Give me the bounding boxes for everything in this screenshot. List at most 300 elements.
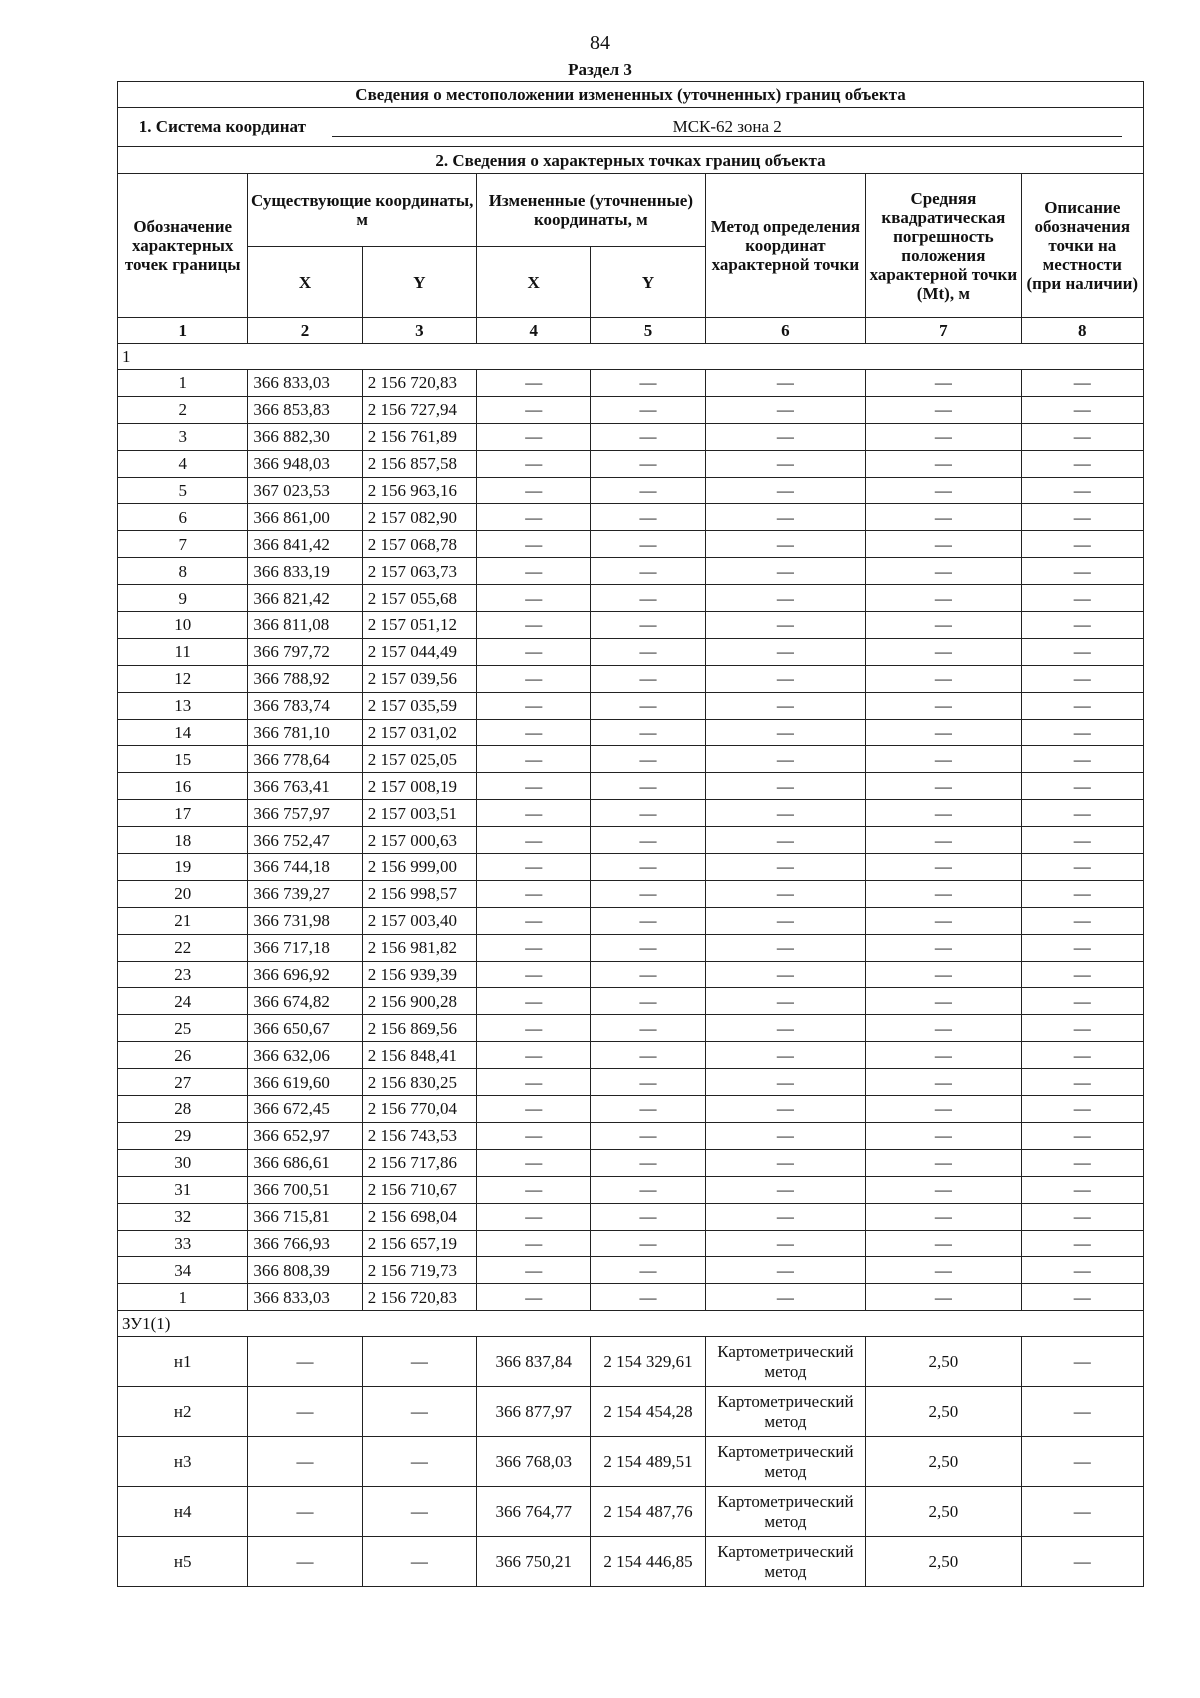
description-cell: — [1021, 1096, 1143, 1123]
accuracy-cell: — [866, 988, 1021, 1015]
updated-x-cell: — [477, 1203, 591, 1230]
existing-x-cell: — [248, 1387, 362, 1437]
existing-y-cell: 2 157 008,19 [362, 773, 476, 800]
updated-x-cell: — [477, 558, 591, 585]
table-row [118, 1042, 1144, 1069]
group-row [118, 344, 1144, 370]
table-row [118, 1203, 1144, 1230]
header-existing-y: Y [362, 247, 476, 318]
existing-y-cell: 2 157 051,12 [362, 612, 476, 639]
existing-x-cell: 366 821,42 [248, 585, 362, 612]
accuracy-cell: — [866, 638, 1021, 665]
accuracy-cell: — [866, 1203, 1021, 1230]
point-id-cell: 6 [118, 504, 248, 531]
updated-y-cell: — [591, 612, 705, 639]
method-cell: — [705, 504, 865, 531]
existing-x-cell: 366 650,67 [248, 1015, 362, 1042]
updated-x-cell: — [477, 638, 591, 665]
point-id-cell: 19 [118, 854, 248, 881]
table-row [118, 880, 1144, 907]
column-number: 2 [248, 318, 362, 344]
boundary-table [117, 81, 1144, 1587]
updated-x-cell: — [477, 1176, 591, 1203]
description-cell: — [1021, 1387, 1143, 1437]
updated-y-cell: — [591, 800, 705, 827]
updated-x-cell: — [477, 1149, 591, 1176]
updated-y-cell: — [591, 477, 705, 504]
updated-x-cell: — [477, 450, 591, 477]
existing-y-cell: 2 157 055,68 [362, 585, 476, 612]
description-cell: — [1021, 1437, 1143, 1487]
method-cell: — [705, 773, 865, 800]
existing-x-cell: 366 833,03 [248, 1284, 362, 1311]
accuracy-cell: — [866, 396, 1021, 423]
table-row [118, 692, 1144, 719]
group-label: 1 [118, 344, 1144, 370]
header-existing-x: X [248, 247, 362, 318]
updated-x-cell: — [477, 1015, 591, 1042]
existing-x-cell: 366 752,47 [248, 827, 362, 854]
group-row [118, 1311, 1144, 1337]
point-id-cell: н2 [118, 1387, 248, 1437]
existing-y-cell: — [362, 1437, 476, 1487]
existing-x-cell: 366 841,42 [248, 531, 362, 558]
existing-y-cell: 2 156 698,04 [362, 1203, 476, 1230]
accuracy-cell: 2,50 [866, 1487, 1021, 1537]
existing-y-cell: 2 156 720,83 [362, 1284, 476, 1311]
method-cell: — [705, 692, 865, 719]
existing-x-cell: 366 652,97 [248, 1122, 362, 1149]
updated-x-cell: 366 764,77 [477, 1487, 591, 1537]
accuracy-cell: — [866, 504, 1021, 531]
existing-x-cell: 366 853,83 [248, 396, 362, 423]
existing-y-cell: 2 156 939,39 [362, 961, 476, 988]
updated-y-cell: 2 154 329,61 [591, 1337, 705, 1387]
header-point-designation: Обозначение характерных точек границы [118, 174, 248, 318]
updated-y-cell: — [591, 1122, 705, 1149]
table-row [118, 961, 1144, 988]
table-row [118, 1284, 1144, 1311]
existing-x-cell: 366 763,41 [248, 773, 362, 800]
method-cell: Картометрический метод [705, 1387, 865, 1437]
updated-x-cell: 366 837,84 [477, 1337, 591, 1387]
point-id-cell: 13 [118, 692, 248, 719]
updated-x-cell: — [477, 612, 591, 639]
point-id-cell: 32 [118, 1203, 248, 1230]
accuracy-cell: — [866, 827, 1021, 854]
updated-x-cell: — [477, 988, 591, 1015]
updated-y-cell: — [591, 423, 705, 450]
existing-y-cell: 2 156 963,16 [362, 477, 476, 504]
existing-y-cell: 2 156 981,82 [362, 934, 476, 961]
description-cell: — [1021, 612, 1143, 639]
table-row [118, 1537, 1144, 1587]
table-row [118, 423, 1144, 450]
updated-x-cell: — [477, 665, 591, 692]
method-cell: — [705, 423, 865, 450]
table-row [118, 907, 1144, 934]
column-number: 6 [705, 318, 865, 344]
updated-x-cell: — [477, 854, 591, 881]
existing-x-cell: 366 632,06 [248, 1042, 362, 1069]
updated-y-cell: — [591, 1069, 705, 1096]
description-cell: — [1021, 1337, 1143, 1387]
table-row [118, 1437, 1144, 1487]
existing-x-cell: 366 861,00 [248, 504, 362, 531]
updated-y-cell: 2 154 446,85 [591, 1537, 705, 1587]
accuracy-cell: — [866, 531, 1021, 558]
column-number: 5 [591, 318, 705, 344]
method-cell: — [705, 934, 865, 961]
updated-x-cell: — [477, 934, 591, 961]
description-cell: — [1021, 1069, 1143, 1096]
existing-y-cell: 2 156 770,04 [362, 1096, 476, 1123]
header-updated-coords: Измененные (уточненные) координаты, м [477, 174, 706, 247]
accuracy-cell: — [866, 1069, 1021, 1096]
updated-y-cell: — [591, 719, 705, 746]
method-cell: — [705, 531, 865, 558]
description-cell: — [1021, 450, 1143, 477]
updated-x-cell: 366 750,21 [477, 1537, 591, 1587]
method-cell: — [705, 1257, 865, 1284]
description-cell: — [1021, 1042, 1143, 1069]
existing-y-cell: 2 157 003,51 [362, 800, 476, 827]
existing-y-cell: 2 156 830,25 [362, 1069, 476, 1096]
existing-x-cell: 366 739,27 [248, 880, 362, 907]
column-number: 3 [362, 318, 476, 344]
point-id-cell: 4 [118, 450, 248, 477]
table-row [118, 531, 1144, 558]
table-row [118, 827, 1144, 854]
table-row [118, 450, 1144, 477]
description-cell: — [1021, 800, 1143, 827]
existing-y-cell: — [362, 1387, 476, 1437]
existing-y-cell: 2 156 727,94 [362, 396, 476, 423]
existing-x-cell: — [248, 1487, 362, 1537]
updated-y-cell: — [591, 638, 705, 665]
accuracy-cell: — [866, 558, 1021, 585]
description-cell: — [1021, 396, 1143, 423]
existing-x-cell: 366 781,10 [248, 719, 362, 746]
column-number: 8 [1021, 318, 1143, 344]
updated-x-cell: — [477, 961, 591, 988]
updated-y-cell: — [591, 934, 705, 961]
existing-x-cell: 366 619,60 [248, 1069, 362, 1096]
updated-x-cell: — [477, 1257, 591, 1284]
accuracy-cell: — [866, 1149, 1021, 1176]
point-id-cell: 28 [118, 1096, 248, 1123]
table-row [118, 1015, 1144, 1042]
updated-x-cell: — [477, 719, 591, 746]
existing-y-cell: — [362, 1537, 476, 1587]
updated-x-cell: 366 877,97 [477, 1387, 591, 1437]
updated-x-cell: — [477, 370, 591, 397]
existing-x-cell: 366 696,92 [248, 961, 362, 988]
existing-y-cell: 2 157 039,56 [362, 665, 476, 692]
point-id-cell: 34 [118, 1257, 248, 1284]
description-cell: — [1021, 880, 1143, 907]
points-subtitle: 2. Сведения о характерных точках границ объекта [118, 147, 1144, 174]
table-row [118, 934, 1144, 961]
existing-y-cell: 2 156 657,19 [362, 1230, 476, 1257]
existing-y-cell: 2 156 720,83 [362, 370, 476, 397]
method-cell: Картометрический метод [705, 1437, 865, 1487]
method-cell: — [705, 612, 865, 639]
existing-y-cell: — [362, 1337, 476, 1387]
existing-x-cell: 366 778,64 [248, 746, 362, 773]
method-cell: — [705, 396, 865, 423]
table-row [118, 1096, 1144, 1123]
accuracy-cell: — [866, 1015, 1021, 1042]
existing-x-cell: 366 744,18 [248, 854, 362, 881]
column-number: 1 [118, 318, 248, 344]
point-id-cell: 5 [118, 477, 248, 504]
point-id-cell: 22 [118, 934, 248, 961]
table-row [118, 477, 1144, 504]
point-id-cell: н4 [118, 1487, 248, 1537]
method-cell: — [705, 907, 865, 934]
table-row [118, 773, 1144, 800]
updated-x-cell: — [477, 907, 591, 934]
existing-y-cell: 2 156 717,86 [362, 1149, 476, 1176]
updated-y-cell: — [591, 370, 705, 397]
updated-y-cell: 2 154 454,28 [591, 1387, 705, 1437]
method-cell: — [705, 477, 865, 504]
existing-y-cell: 2 157 025,05 [362, 746, 476, 773]
description-cell: — [1021, 854, 1143, 881]
table-row [118, 854, 1144, 881]
existing-y-cell: 2 156 743,53 [362, 1122, 476, 1149]
point-id-cell: 3 [118, 423, 248, 450]
updated-y-cell: — [591, 585, 705, 612]
updated-x-cell: — [477, 477, 591, 504]
accuracy-cell: — [866, 370, 1021, 397]
method-cell: — [705, 988, 865, 1015]
updated-x-cell: — [477, 1284, 591, 1311]
description-cell: — [1021, 1284, 1143, 1311]
header-updated-x: X [477, 247, 591, 318]
method-cell: — [705, 450, 865, 477]
description-cell: — [1021, 477, 1143, 504]
table-row [118, 1230, 1144, 1257]
method-cell: Картометрический метод [705, 1537, 865, 1587]
updated-x-cell: — [477, 585, 591, 612]
header-updated-y: Y [591, 247, 705, 318]
accuracy-cell: — [866, 1284, 1021, 1311]
table-row [118, 585, 1144, 612]
method-cell: — [705, 961, 865, 988]
existing-y-cell: 2 157 031,02 [362, 719, 476, 746]
description-cell: — [1021, 1487, 1143, 1537]
updated-y-cell: — [591, 558, 705, 585]
table-row [118, 1069, 1144, 1096]
updated-y-cell: — [591, 504, 705, 531]
updated-y-cell: — [591, 1203, 705, 1230]
accuracy-cell: — [866, 450, 1021, 477]
table-row [118, 746, 1144, 773]
accuracy-cell: — [866, 746, 1021, 773]
updated-x-cell: — [477, 692, 591, 719]
accuracy-cell: — [866, 1096, 1021, 1123]
table-row [118, 1387, 1144, 1437]
existing-x-cell: 366 948,03 [248, 450, 362, 477]
method-cell: — [705, 558, 865, 585]
description-cell: — [1021, 988, 1143, 1015]
method-cell: — [705, 719, 865, 746]
method-cell: — [705, 1015, 865, 1042]
table-row [118, 800, 1144, 827]
method-cell: — [705, 1096, 865, 1123]
updated-y-cell: — [591, 692, 705, 719]
table-row [118, 1149, 1144, 1176]
updated-y-cell: — [591, 1176, 705, 1203]
updated-x-cell: — [477, 504, 591, 531]
description-cell: — [1021, 773, 1143, 800]
method-cell: Картометрический метод [705, 1337, 865, 1387]
coord-system-label: 1. Система координат [138, 117, 306, 136]
table-row [118, 638, 1144, 665]
table-row [118, 1487, 1144, 1537]
table-row [118, 558, 1144, 585]
existing-y-cell: 2 156 710,67 [362, 1176, 476, 1203]
table-row [118, 1337, 1144, 1387]
updated-y-cell: — [591, 854, 705, 881]
header-accuracy: Средняя квадратическая погрешность положения характерной точки (Mt), м [866, 174, 1021, 318]
existing-y-cell: 2 156 999,00 [362, 854, 476, 881]
point-id-cell: н5 [118, 1537, 248, 1587]
description-cell: — [1021, 531, 1143, 558]
method-cell: — [705, 1284, 865, 1311]
existing-y-cell: 2 157 044,49 [362, 638, 476, 665]
table-row [118, 1122, 1144, 1149]
accuracy-cell: — [866, 692, 1021, 719]
point-id-cell: 30 [118, 1149, 248, 1176]
existing-x-cell: — [248, 1437, 362, 1487]
description-cell: — [1021, 1015, 1143, 1042]
accuracy-cell: — [866, 477, 1021, 504]
method-cell: Картометрический метод [705, 1487, 865, 1537]
method-cell: — [705, 854, 865, 881]
group-label: ЗУ1(1) [118, 1311, 1144, 1337]
method-cell: — [705, 585, 865, 612]
updated-x-cell: — [477, 1096, 591, 1123]
accuracy-cell: — [866, 1230, 1021, 1257]
table-row [118, 370, 1144, 397]
table-row [118, 1176, 1144, 1203]
description-cell: — [1021, 1537, 1143, 1587]
updated-x-cell: — [477, 746, 591, 773]
existing-y-cell: 2 156 869,56 [362, 1015, 476, 1042]
updated-x-cell: 366 768,03 [477, 1437, 591, 1487]
point-id-cell: 8 [118, 558, 248, 585]
description-cell: — [1021, 1257, 1143, 1284]
point-id-cell: 33 [118, 1230, 248, 1257]
accuracy-cell: 2,50 [866, 1537, 1021, 1587]
existing-x-cell: 366 788,92 [248, 665, 362, 692]
updated-x-cell: — [477, 773, 591, 800]
existing-y-cell: 2 157 000,63 [362, 827, 476, 854]
updated-x-cell: — [477, 1069, 591, 1096]
existing-x-cell: 366 731,98 [248, 907, 362, 934]
table-row [118, 396, 1144, 423]
section-heading: Раздел 3 [568, 60, 632, 79]
existing-x-cell: 366 700,51 [248, 1176, 362, 1203]
point-id-cell: 14 [118, 719, 248, 746]
accuracy-cell: — [866, 719, 1021, 746]
updated-y-cell: — [591, 827, 705, 854]
point-id-cell: 16 [118, 773, 248, 800]
method-cell: — [705, 1176, 865, 1203]
existing-y-cell: 2 157 003,40 [362, 907, 476, 934]
page-number: 84 [590, 32, 610, 54]
accuracy-cell: 2,50 [866, 1387, 1021, 1437]
method-cell: — [705, 370, 865, 397]
updated-y-cell: — [591, 450, 705, 477]
updated-y-cell: — [591, 1149, 705, 1176]
description-cell: — [1021, 585, 1143, 612]
accuracy-cell: — [866, 907, 1021, 934]
accuracy-cell: — [866, 773, 1021, 800]
coord-system-value: МСК-62 зона 2 [332, 117, 1122, 137]
existing-x-cell: 366 833,03 [248, 370, 362, 397]
updated-y-cell: — [591, 961, 705, 988]
method-cell: — [705, 638, 865, 665]
updated-x-cell: — [477, 1042, 591, 1069]
description-cell: — [1021, 558, 1143, 585]
existing-y-cell: — [362, 1487, 476, 1537]
description-cell: — [1021, 1176, 1143, 1203]
point-id-cell: 21 [118, 907, 248, 934]
existing-x-cell: 366 833,19 [248, 558, 362, 585]
description-cell: — [1021, 907, 1143, 934]
column-number: 7 [866, 318, 1021, 344]
updated-y-cell: — [591, 531, 705, 558]
updated-y-cell: — [591, 880, 705, 907]
updated-x-cell: — [477, 1230, 591, 1257]
accuracy-cell: — [866, 934, 1021, 961]
header-description: Описание обозначения точки на местности (при наличии) [1021, 174, 1143, 318]
point-id-cell: 23 [118, 961, 248, 988]
existing-y-cell: 2 156 848,41 [362, 1042, 476, 1069]
accuracy-cell: — [866, 585, 1021, 612]
existing-x-cell: 367 023,53 [248, 477, 362, 504]
point-id-cell: 18 [118, 827, 248, 854]
point-id-cell: 2 [118, 396, 248, 423]
description-cell: — [1021, 1122, 1143, 1149]
method-cell: — [705, 1042, 865, 1069]
accuracy-cell: — [866, 1257, 1021, 1284]
existing-x-cell: 366 717,18 [248, 934, 362, 961]
updated-y-cell: 2 154 489,51 [591, 1437, 705, 1487]
existing-x-cell: — [248, 1537, 362, 1587]
existing-x-cell: 366 808,39 [248, 1257, 362, 1284]
existing-x-cell: 366 783,74 [248, 692, 362, 719]
method-cell: — [705, 800, 865, 827]
accuracy-cell: — [866, 1176, 1021, 1203]
table-row [118, 612, 1144, 639]
updated-x-cell: — [477, 1122, 591, 1149]
method-cell: — [705, 1122, 865, 1149]
accuracy-cell: — [866, 961, 1021, 988]
accuracy-cell: — [866, 1122, 1021, 1149]
updated-y-cell: — [591, 396, 705, 423]
existing-y-cell: 2 156 761,89 [362, 423, 476, 450]
accuracy-cell: — [866, 612, 1021, 639]
accuracy-cell: 2,50 [866, 1337, 1021, 1387]
point-id-cell: 10 [118, 612, 248, 639]
point-id-cell: н1 [118, 1337, 248, 1387]
accuracy-cell: — [866, 800, 1021, 827]
